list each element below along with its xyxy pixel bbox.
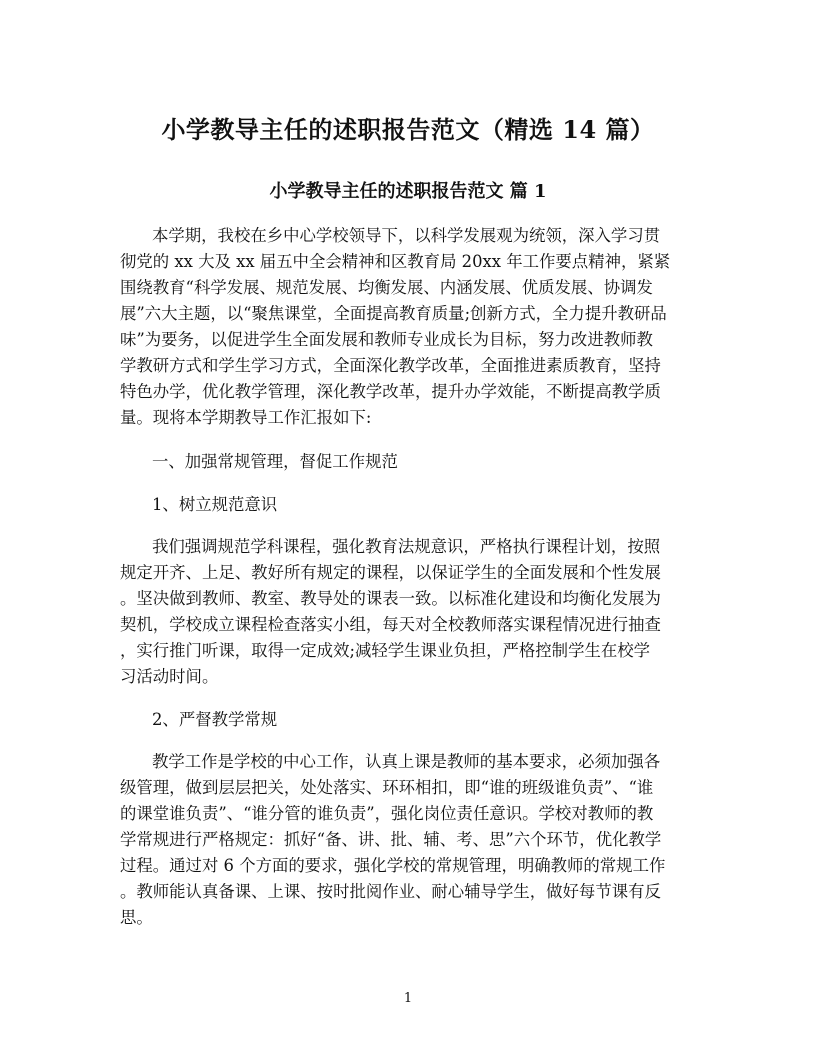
paragraph-line: ，实行推门听课，取得一定成效;减轻学生课业负担，严格控制学生在校学 (120, 641, 651, 660)
heading-strengthen-management: 一、加强常规管理，督促工作规范 (152, 452, 398, 471)
paragraph-line: 过程。通过对 6 个方面的要求，强化学校的常规管理，明确教师的常规工作 (120, 856, 666, 875)
paragraph-intro (120, 223, 696, 431)
heading-teaching-routine: 2、严督教学常规 (152, 710, 278, 729)
paragraph-line: 味”为要务，以促进学生全面发展和教师专业成长为目标，努力改进教师教 (120, 330, 653, 349)
paragraph-line: 教学工作是学校的中心工作，认真上课是教师的基本要求，必须加强各 (152, 752, 661, 771)
paragraph-line: 习活动时间。 (120, 667, 219, 686)
paragraph-line: 的课堂谁负责”、“谁分管的谁负责”，强化岗位责任意识。学校对教师的教 (120, 804, 654, 823)
paragraph-line: 我们强调规范学科课程，强化教育法规意识，严格执行课程计划，按照 (152, 537, 661, 556)
paragraph-line: 。坚决做到教师、教室、教导处的课表一致。以标准化建设和均衡化发展为 (120, 589, 661, 608)
paragraph-line: 规定开齐、上足、教好所有规定的课程，以保证学生的全面发展和个性发展 (120, 563, 661, 582)
paragraph-curriculum (120, 534, 696, 690)
paragraph-line: 展”六大主题，以“聚焦课堂，全面提高教育质量;创新方式，全力提升教研品 (120, 304, 667, 323)
paragraph-line: 本学期，我校在乡中心学校领导下，以科学发展观为统领，深入学习贯 (152, 226, 661, 245)
page-number: 1 (403, 991, 413, 1006)
paragraph-line: 。教师能认真备课、上课、按时批阅作业、耐心辅导学生，做好每节课有反 (120, 882, 661, 901)
paragraph-line: 量。现将本学期教导工作汇报如下: (120, 408, 372, 427)
heading-standard-awareness: 1、树立规范意识 (152, 495, 278, 514)
document-title: 小学教导主任的述职报告范文（精选 14 篇） (161, 115, 655, 144)
paragraph-line: 学教研方式和学生学习方式，全面深化教学改革，全面推进素质教育，坚持 (120, 356, 661, 375)
paragraph-line: 围绕教育“科学发展、规范发展、均衡发展、内涵发展、优质发展、协调发 (120, 278, 653, 297)
section-title: 小学教导主任的述职报告范文 篇 1 (269, 181, 547, 202)
paragraph-teaching (120, 749, 696, 931)
paragraph-line: 学常规进行严格规定：抓好“备、讲、批、辅、考、思”六个环节，优化教学 (120, 830, 662, 849)
paragraph-line: 契机，学校成立课程检查落实小组，每天对全校教师落实课程情况进行抽查 (120, 615, 661, 634)
paragraph-line: 级管理，做到层层把关，处处落实、环环相扣，即“谁的班级谁负责”、“谁 (120, 778, 654, 797)
paragraph-line: 特色办学，优化教学管理，深化教学改革，提升办学效能，不断提高教学质 (120, 382, 661, 401)
paragraph-line: 彻党的 xx 大及 xx 届五中全会精神和区教育局 20xx 年工作要点精神，紧紧 (120, 252, 671, 271)
paragraph-line: 思。 (120, 908, 153, 927)
